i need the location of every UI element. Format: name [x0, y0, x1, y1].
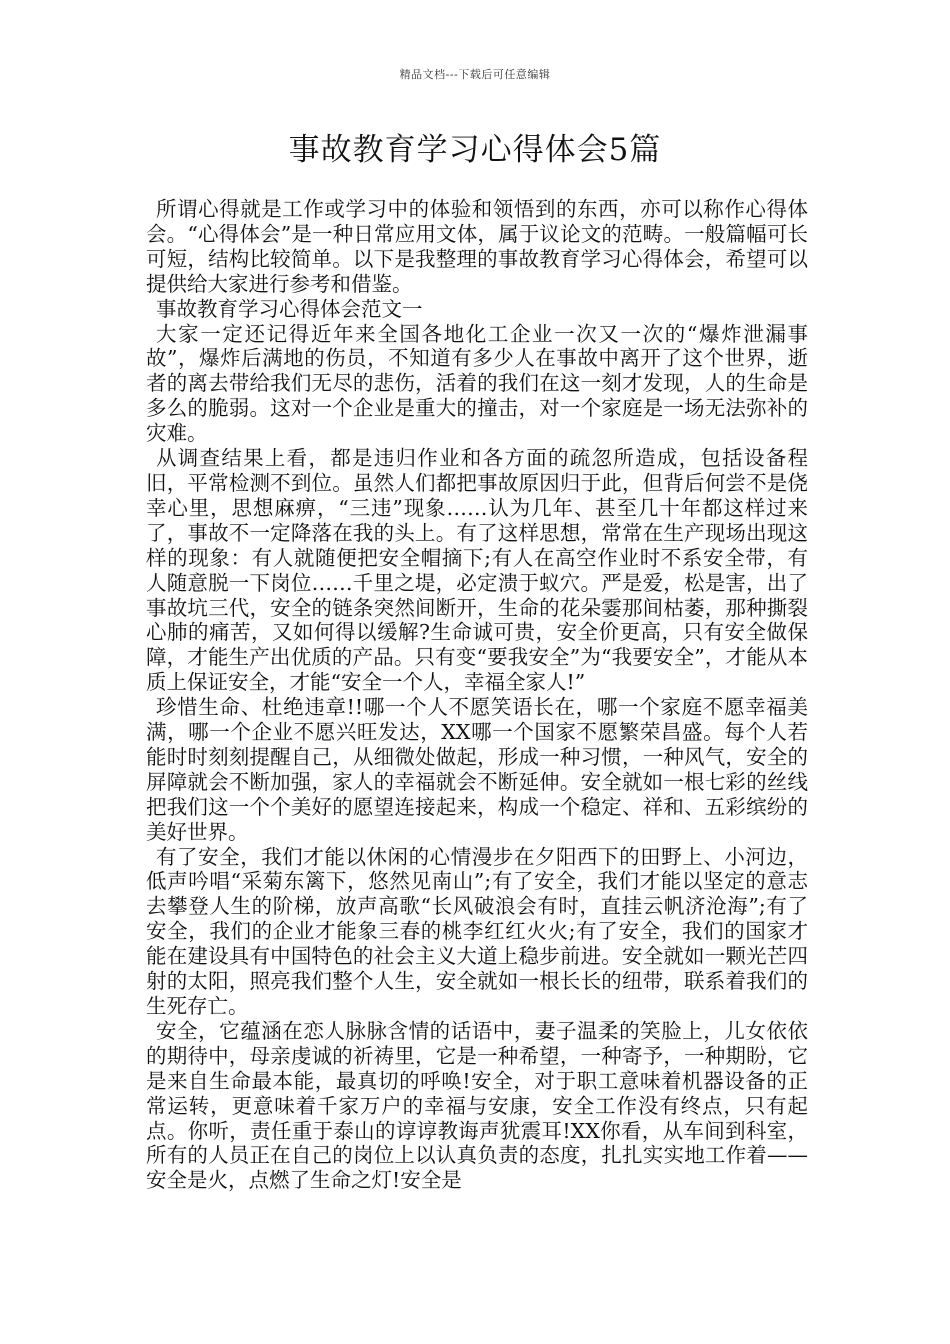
section-heading: 事故教育学习心得体会范文一 — [156, 296, 423, 321]
document-body — [146, 197, 808, 1193]
intro-paragraph: 所谓心得就是工作或学习中的体验和领悟到的东西，亦可以称作心得体会。“心得体会”是一种日常应用文体，属于议论文的范畴。一般篇幅可长可短，结构比较简单。以下是我整理的事故教育学习心得体会，希望可以提供给大家进行参考和借鉴。 — [146, 197, 808, 296]
body-paragraph: 安全，它蕴涵在恋人脉脉含情的话语中，妻子温柔的笑脸上，儿女依依的期待中，母亲虔诚的祈祷里，它是一种希望，一种寄予，一种期盼，它是来自生命最本能，最真切的呼唤!安全，对于职工意味着机器设备的正常运转，更意味着千家万户的幸福与安康，安全工作没有终点，只有起点。你听，责任重于泰山的谆谆教诲声犹震耳!XX你看，从车间到科室，所有的人员正在自己的岗位上以认真负责的态度，扎扎实实地工作着——安全是火，点燃了生命之灯!安全是 — [146, 1018, 808, 1193]
body-paragraph: 有了安全，我们才能以休闲的心情漫步在夕阳西下的田野上、小河边，低声吟唱“采菊东篱下，悠然见南山”;有了安全，我们才能以坚定的意志去攀登人生的阶梯，放声高歌“长风破浪会有时，直挂云帆济沧海”;有了安全，我们的企业才能象三春的桃李红红火火;有了安全，我们的国家才能在建设具有中国特色的社会主义大道上稳步前进。安全就如一颗光芒四射的太阳，照亮我们整个人生，安全就如一根长长的纽带，联系着我们的生死存亡。 — [146, 844, 808, 1018]
page-header: 精品文档---下载后可任意编辑 — [399, 68, 551, 81]
body-paragraph: 珍惜生命、杜绝违章!!哪一个人不愿笑语长在，哪一个家庭不愿幸福美满，哪一个企业不愿兴旺发达，XX哪一个国家不愿繁荣昌盛。每个人若能时时刻刻提醒自己，从细微处做起，形成一种习惯，一种风气，安全的屏障就会不断加强，家人的幸福就会不断延伸。安全就如一根七彩的丝线把我们这一个个美好的愿望连接起来，构成一个稳定、祥和、五彩缤纷的美好世界。 — [146, 695, 808, 844]
body-paragraph: 大家一定还记得近年来全国各地化工企业一次又一次的“爆炸泄漏事故”，爆炸后满地的伤员，不知道有多少人在事故中离开了这个世界，逝者的离去带给我们无尽的悲伤，活着的我们在这一刻才发现，人的生命是多么的脆弱。这对一个企业是重大的撞击，对一个家庭是一场无法弥补的灾难。 — [146, 321, 808, 446]
document-title: 事故教育学习心得体会5篇 — [288, 132, 662, 168]
body-paragraph: 从调查结果上看，都是违归作业和各方面的疏忽所造成，包括设备程旧，平常检测不到位。虽然人们都把事故原因归于此，但背后何尝不是侥幸心里，思想麻痹，“三违”现象……认为几年、甚至几十年都这样过来了，事故不一定降落在我的头上。有了这样思想，常常在生产现场出现这样的现象：有人就随便把安全帽摘下;有人在高空作业时不系安全带，有人随意脱一下岗位……千里之堤，必定溃于蚁穴。严是爱，松是害，出了事故坑三代，安全的链条突然间断开，生命的花朵霎那间枯萎，那种撕裂心肺的痛苦，又如何得以缓解?生命诚可贵，安全价更高，只有安全做保障，才能生产出优质的产品。只有变“要我安全”为“我要安全”，才能从本质上保证安全，才能“安全一个人，幸福全家人!” — [146, 446, 808, 695]
